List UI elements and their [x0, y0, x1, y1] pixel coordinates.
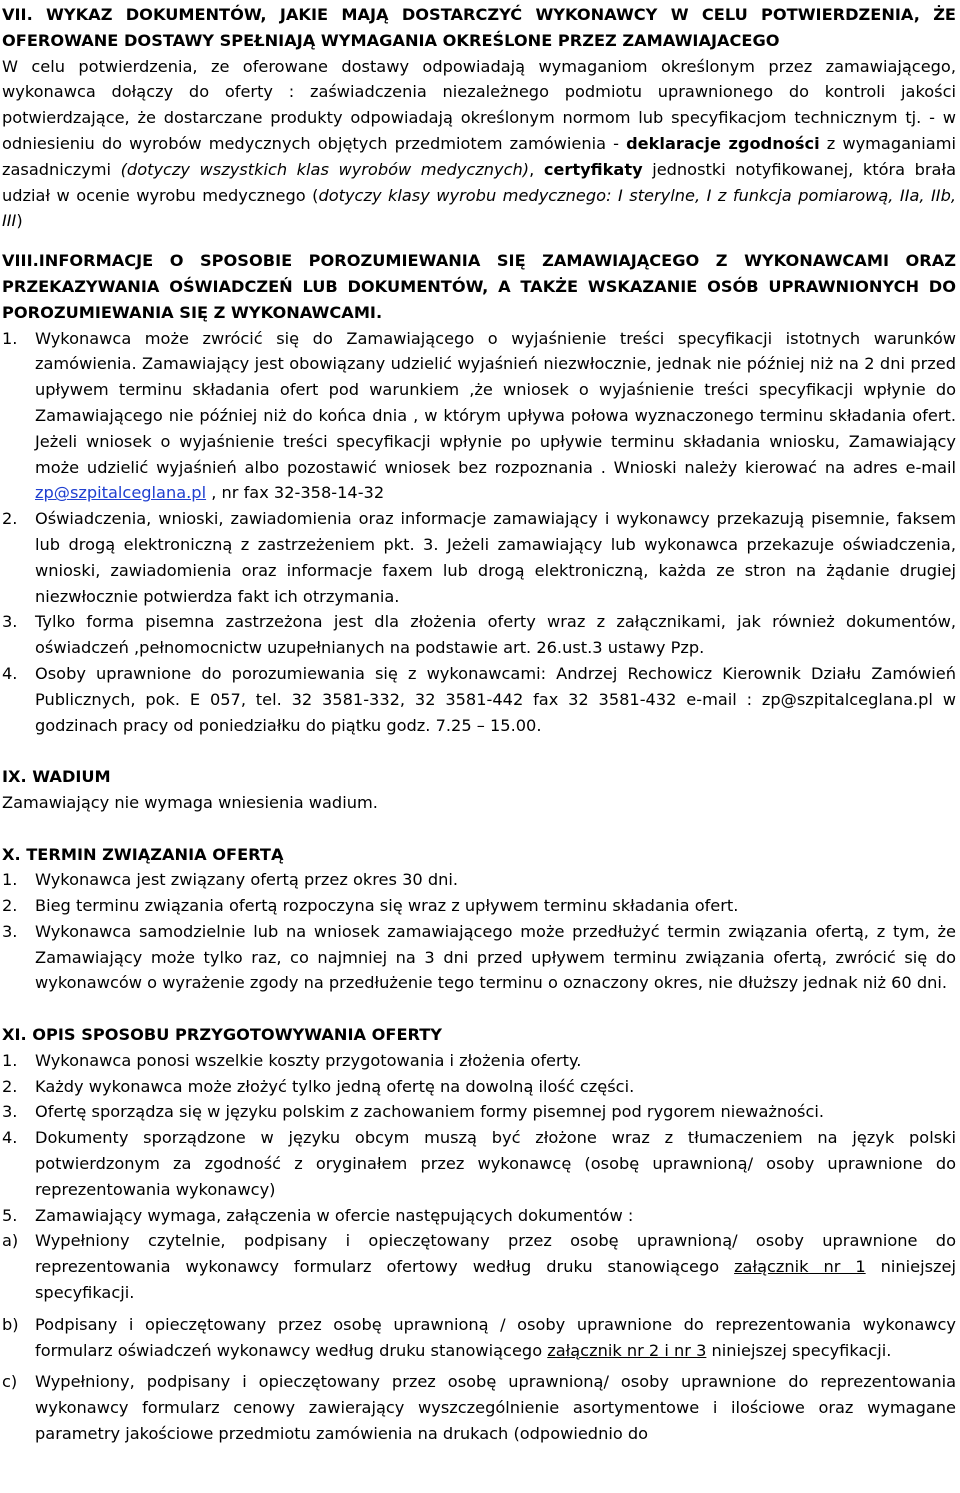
section-10-heading: X. TERMIN ZWIĄZANIA OFERTĄ: [2, 844, 284, 864]
attachment-reference: załącznik nr 2 i nr 3: [547, 1340, 707, 1360]
list-number: 5.: [2, 1205, 18, 1225]
section-7-paragraph: [2, 54, 956, 235]
list-item-text: Bieg terminu związania ofertą rozpoczyna się wraz z upływem terminu składania ofert.: [35, 896, 739, 916]
list-number: 2.: [2, 1076, 18, 1096]
list-number: 3.: [2, 1102, 18, 1122]
list-item: [2, 893, 956, 919]
sub-list-item-text: Wypełniony czytelnie, podpisany i opieczętowany przez osobę uprawnioną/ osoby uprawnione do reprezentowania wykonawcy formularz ofertowy według druku stanowiącego: [35, 1231, 956, 1277]
sub-list-item-tail: niniejszej specyfikacji.: [35, 1257, 956, 1303]
list-item-text: Wykonawca jest związany ofertą przez okres 30 dni.: [35, 870, 459, 890]
sub-list-item: [2, 1228, 956, 1305]
sec7-text-i: ): [16, 211, 23, 231]
sub-list-letter: c): [2, 1372, 18, 1392]
list-item: [2, 609, 956, 661]
list-item-text: Tylko forma pisemna zastrzeżona jest dla złożenia oferty wraz z załącznikami, jak również dokumentów, oświadczeń ,pełnomocnictw uzupełnianych na podstawie art. 26.ust.3 ustawy Pzp.: [35, 612, 956, 658]
list-item-text: Osoby uprawnione do porozumiewania się z wykonawcami: Andrzej Rechowicz Kierownik Działu Zamówień Publicznych, pok. E 057, tel. 32 3581-332, 32 3581-442 fax 32 3581-432 e-mail : zp@szpitalceglana.pl w godzinach pracy od poniedziałku do piątku godz. 7.25 – 15.00.: [35, 663, 956, 735]
sub-list-item: [2, 1369, 956, 1446]
list-number: 4.: [2, 663, 18, 683]
list-number: 2.: [2, 896, 18, 916]
sub-list-item-tail: niniejszej specyfikacji.: [706, 1340, 892, 1360]
list-item-text: Dokumenty sporządzone w języku obcym muszą być złożone wraz z tłumaczeniem na język polski potwierdzonym za zgodność z oryginałem przez wykonawcę (osobę uprawnioną/ osoby uprawnione do reprezentowania wykonawcy): [35, 1128, 956, 1199]
list-item-text: Wykonawca ponosi wszelkie koszty przygotowania i złożenia oferty.: [35, 1050, 582, 1070]
email-link[interactable]: zp@szpitalceglana.pl: [35, 483, 207, 503]
sec7-certificates-bold: certyfikaty: [543, 159, 643, 179]
list-item: [2, 661, 956, 738]
list-item: [2, 867, 956, 893]
list-item-text: Ofertę sporządza się w języku polskim z zachowaniem formy pisemnej pod rygorem nieważności.: [35, 1102, 825, 1122]
list-item: [2, 326, 956, 507]
sec7-text-c: z wymaganiami zasadniczymi: [2, 133, 956, 179]
sec7-text-a: W celu potwierdzenia, ze oferowane dostawy odpowiadają wymaganiom określonym przez zamawiającego, wykonawca dołączy do oferty : zaświadczenia niezależnego podmiotu uprawnionego do kontroli jakości potwierdzające, że dostarczane produkty odpowiadają określonym normom lub specyfikacjom technicznym tj. - w odniesieniu do wyrobów medycznych objętych przedmiotem zamówienia -: [2, 56, 956, 153]
list-item-text: Oświadczenia, wnioski, zawiadomienia oraz informacje zamawiający i wykonawcy przekazują pisemnie, faksem lub drogą elektroniczną z zastrzeżeniem pkt. 3. Jeżeli zamawiający lub wykonawca przekazuje oświadczenia, wnioski, zawiadomienia oraz informacje faxem lub drogą elektroniczną, każda ze stron na żądanie drugiej niezwłocznie potwierdza fakt ich otrzymania.: [35, 509, 956, 606]
list-item-text: Wykonawca może zwrócić się do Zamawiającego o wyjaśnienie treści specyfikacji istotnych warunków zamówienia. Zamawiający jest obowiązany udzielić wyjaśnień niezwłocznie, jednak nie później niż na 2 dni przed upływem terminu składania ofert pod warunkiem ,że wniosek o wyjaśnienie treści specyfikacji wpłynie do Zamawiającego nie później niż do końca dnia , w którym upływa połowa wyznaczonego terminu składania ofert. Jeżeli wniosek o wyjaśnienie treści specyfikacji wpłynie po upływie terminu składania wniosku, Zamawiający może udzielić wyjaśnień albo pozostawić wniosek bez rozpoznania . Wnioski należy kierować na adres e-mail: [35, 328, 956, 477]
sub-list-item: [2, 1312, 956, 1364]
list-item-text: Zamawiający wymaga, załączenia w ofercie następujących dokumentów :: [35, 1205, 634, 1225]
list-number: 3.: [2, 921, 18, 941]
list-number: 1.: [2, 328, 18, 348]
sec7-italic-all-classes: (dotyczy wszystkich klas wyrobów medycznych): [120, 159, 530, 179]
section-9-heading: IX. WADIUM: [2, 767, 111, 787]
sec7-italic-classes: dotyczy klasy wyrobu medycznego: I sterylne, I z funkcja pomiarową, IIa, IIb, III: [2, 185, 956, 231]
section-7-heading: VII. WYKAZ DOKUMENTÓW, JAKIE MAJĄ DOSTARCZYĆ WYKONAWCY W CELU POTWIERDZENIA, ŻE OFEROWANE DOSTAWY SPEŁNIAJĄ WYMAGANIA OKREŚLONE PRZEZ ZAMAWIAJACEGO: [2, 5, 956, 50]
section-9-text: Zamawiający nie wymaga wniesienia wadium.: [2, 792, 378, 812]
list-number: 3.: [2, 612, 18, 632]
list-item-text: Wykonawca samodzielnie lub na wniosek zamawiającego może przedłużyć termin związania ofertą, z tym, że Zamawiający może tylko raz, co najmniej na 3 dni przed upływem terminu związania ofertą, zwrócić się do wykonawców o wyrażenie zgody na przedłużenie tego terminu o oznaczony okres, nie dłuższy jednak niż 60 dni.: [35, 921, 956, 993]
sec7-text-g: jednostki notyfikowanej, która brała udział w ocenie wyrobu medycznego (: [2, 159, 956, 205]
fax-text: , nr fax 32-358-14-32: [206, 483, 385, 503]
section-8-heading: VIII.INFORMACJE O SPOSOBIE POROZUMIEWANIA SIĘ ZAMAWIAJĄCEGO Z WYKONAWCAMI ORAZ PRZEKAZYWANIA OŚWIADCZEŃ LUB DOKUMENTÓW, A TAKŻE WSKAZANIE OSÓB UPRAWNIONYCH DO POROZUMIEWANIA SIĘ Z WYKONAWCAMI.: [2, 251, 956, 322]
list-item: [2, 1203, 956, 1229]
attachment-reference: załącznik nr 1: [734, 1257, 866, 1277]
list-item: [2, 506, 956, 609]
list-item-text: Każdy wykonawca może złożyć tylko jedną ofertę na dowolną ilość części.: [35, 1076, 635, 1096]
sub-list-item-text: Podpisany i opieczętowany przez osobę uprawnioną / osoby uprawnione do reprezentowania wykonawcy formularz oświadczeń wykonawcy według druku stanowiącego: [35, 1314, 956, 1360]
list-number: 4.: [2, 1128, 18, 1148]
list-number: 1.: [2, 1050, 18, 1070]
sec7-text-e: ,: [529, 159, 544, 179]
list-item: [2, 1074, 956, 1100]
list-item: [2, 1125, 956, 1202]
sub-list-letter: b): [2, 1314, 19, 1334]
sub-list-letter: a): [2, 1231, 19, 1251]
sub-list-item-text: Wypełniony, podpisany i opieczętowany przez osobę uprawnioną/ osoby uprawnione do reprezentowania wykonawcy formularz cenowy zawierający wyszczególnienie asortymentowe i ilościowe oraz wymagane parametry jakościowe przedmiotu zamówienia na drukach (odpowiednio do: [35, 1372, 956, 1444]
list-item: [2, 919, 956, 996]
list-number: 1.: [2, 870, 18, 890]
list-number: 2.: [2, 509, 18, 529]
sec7-declaration-bold: deklaracje zgodności: [626, 133, 820, 153]
list-item: [2, 1099, 956, 1125]
list-item: [2, 1048, 956, 1074]
section-11-heading: XI. OPIS SPOSOBU PRZYGOTOWYWANIA OFERTY: [2, 1025, 443, 1045]
